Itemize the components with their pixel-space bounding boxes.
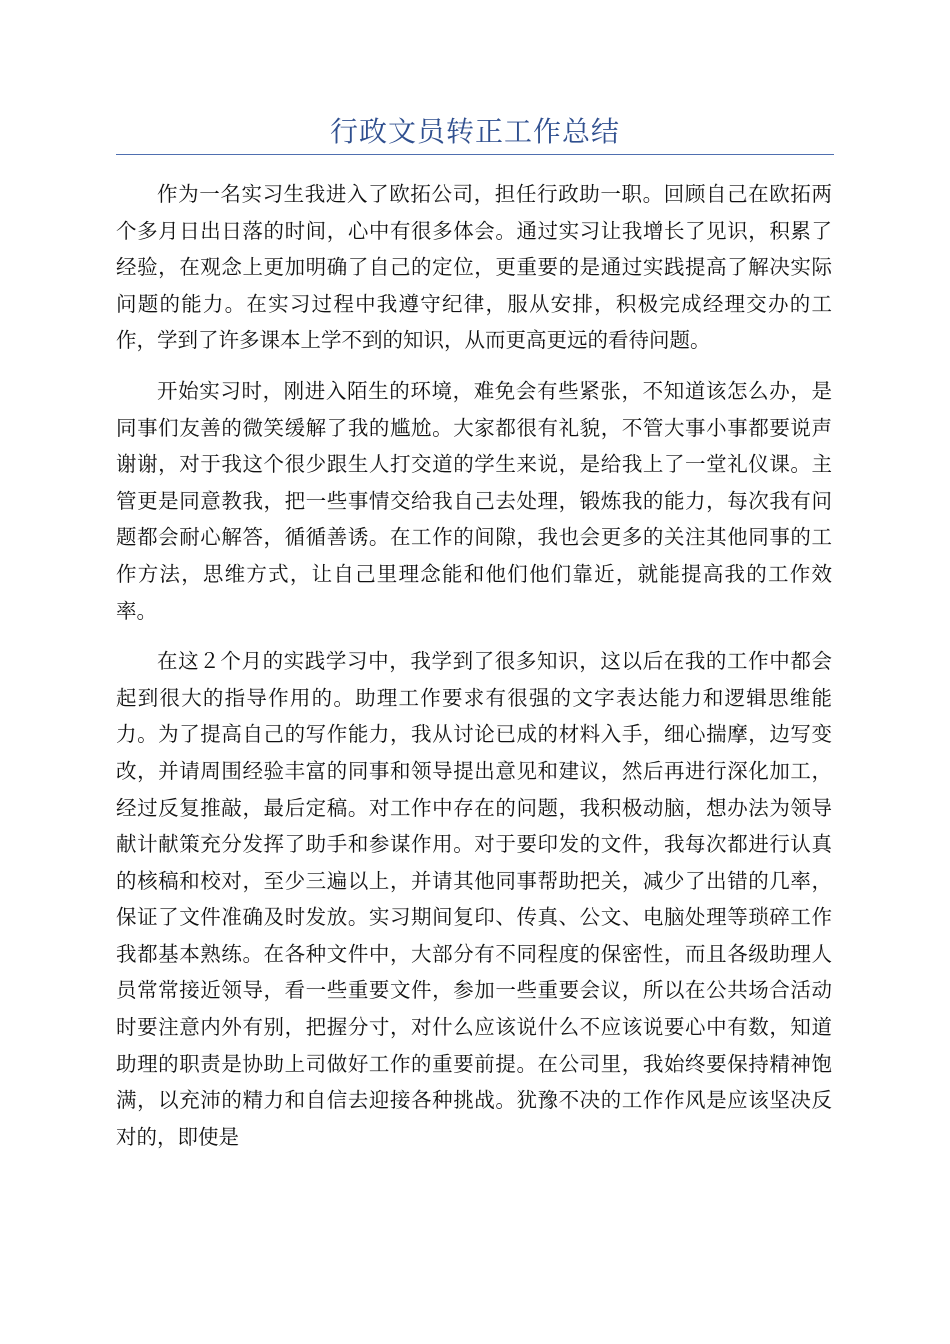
paragraph-2: 开始实习时，刚进入陌生的环境，难免会有些紧张，不知道该怎么办，是同事们友善的微笑缓解了我的尴尬。大家都很有礼貌，不管大事小事都要说声谢谢，对于我这个很少跟生人打交道的学生来说，是给我上了一堂礼仪课。主管更是同意教我，把一些事情交给我自己去处理，锻炼我的能力，每次我有问题都会耐心解答，循循善诱。在工作的间隙，我也会更多的关注其他同事的工作方法，思维方式，让自己里理念能和他们他们靠近，就能提高我的工作效率。 (116, 378, 832, 623)
title-underline (116, 154, 834, 155)
document-title: 行政文员转正工作总结 (329, 115, 620, 148)
paragraph-3: 在这２个月的实践学习中，我学到了很多知识，这以后在我的工作中都会起到很大的指导作用的。助理工作要求有很强的文字表达能力和逻辑思维能力。为了提高自己的写作能力，我从讨论已成的材料入手，细心揣摩，边写变改，并请周围经验丰富的同事和领导提出意见和建议，然后再进行深化加工，经过反复推敲，最后定稿。对工作中存在的问题，我积极动脑，想办法为领导献计献策充分发挥了助手和参谋作用。对于要印发的文件，我每次都进行认真的核稿和校对，至少三遍以上，并请其他同事帮助把关，减少了出错的几率，保证了文件准确及时发放。实习期间复印、传真、公文、电脑处理等琐碎工作我都基本熟练。在各种文件中，大部分有不同程度的保密性，而且各级助理人员常常接近领导，看一些重要文件，参加一些重要会议，所以在公共场合活动时要注意内外有别，把握分寸，对什么应该说什么不应该说要心中有数，知道助理的职责是协助上司做好工作的重要前提。在公司里，我始终要保持精神饱满，以充沛的精力和自信去迎接各种挑战。犹豫不决的工作作风是应该坚决反对的，即使是 (116, 649, 832, 1149)
paragraph-1: 作为一名实习生我进入了欧拓公司，担任行政助一职。回顾自己在欧拓两个多月日出日落的时间，心中有很多体会。通过实习让我增长了见识，积累了经验，在观念上更加明确了自己的定位，更重要的是通过实践提高了解决实际问题的能力。在实习过程中我遵守纪律，服从安排，积极完成经理交办的工作，学到了许多课本上学不到的知识，从而更高更远的看待问题。 (116, 182, 832, 353)
document-body (116, 176, 832, 1169)
